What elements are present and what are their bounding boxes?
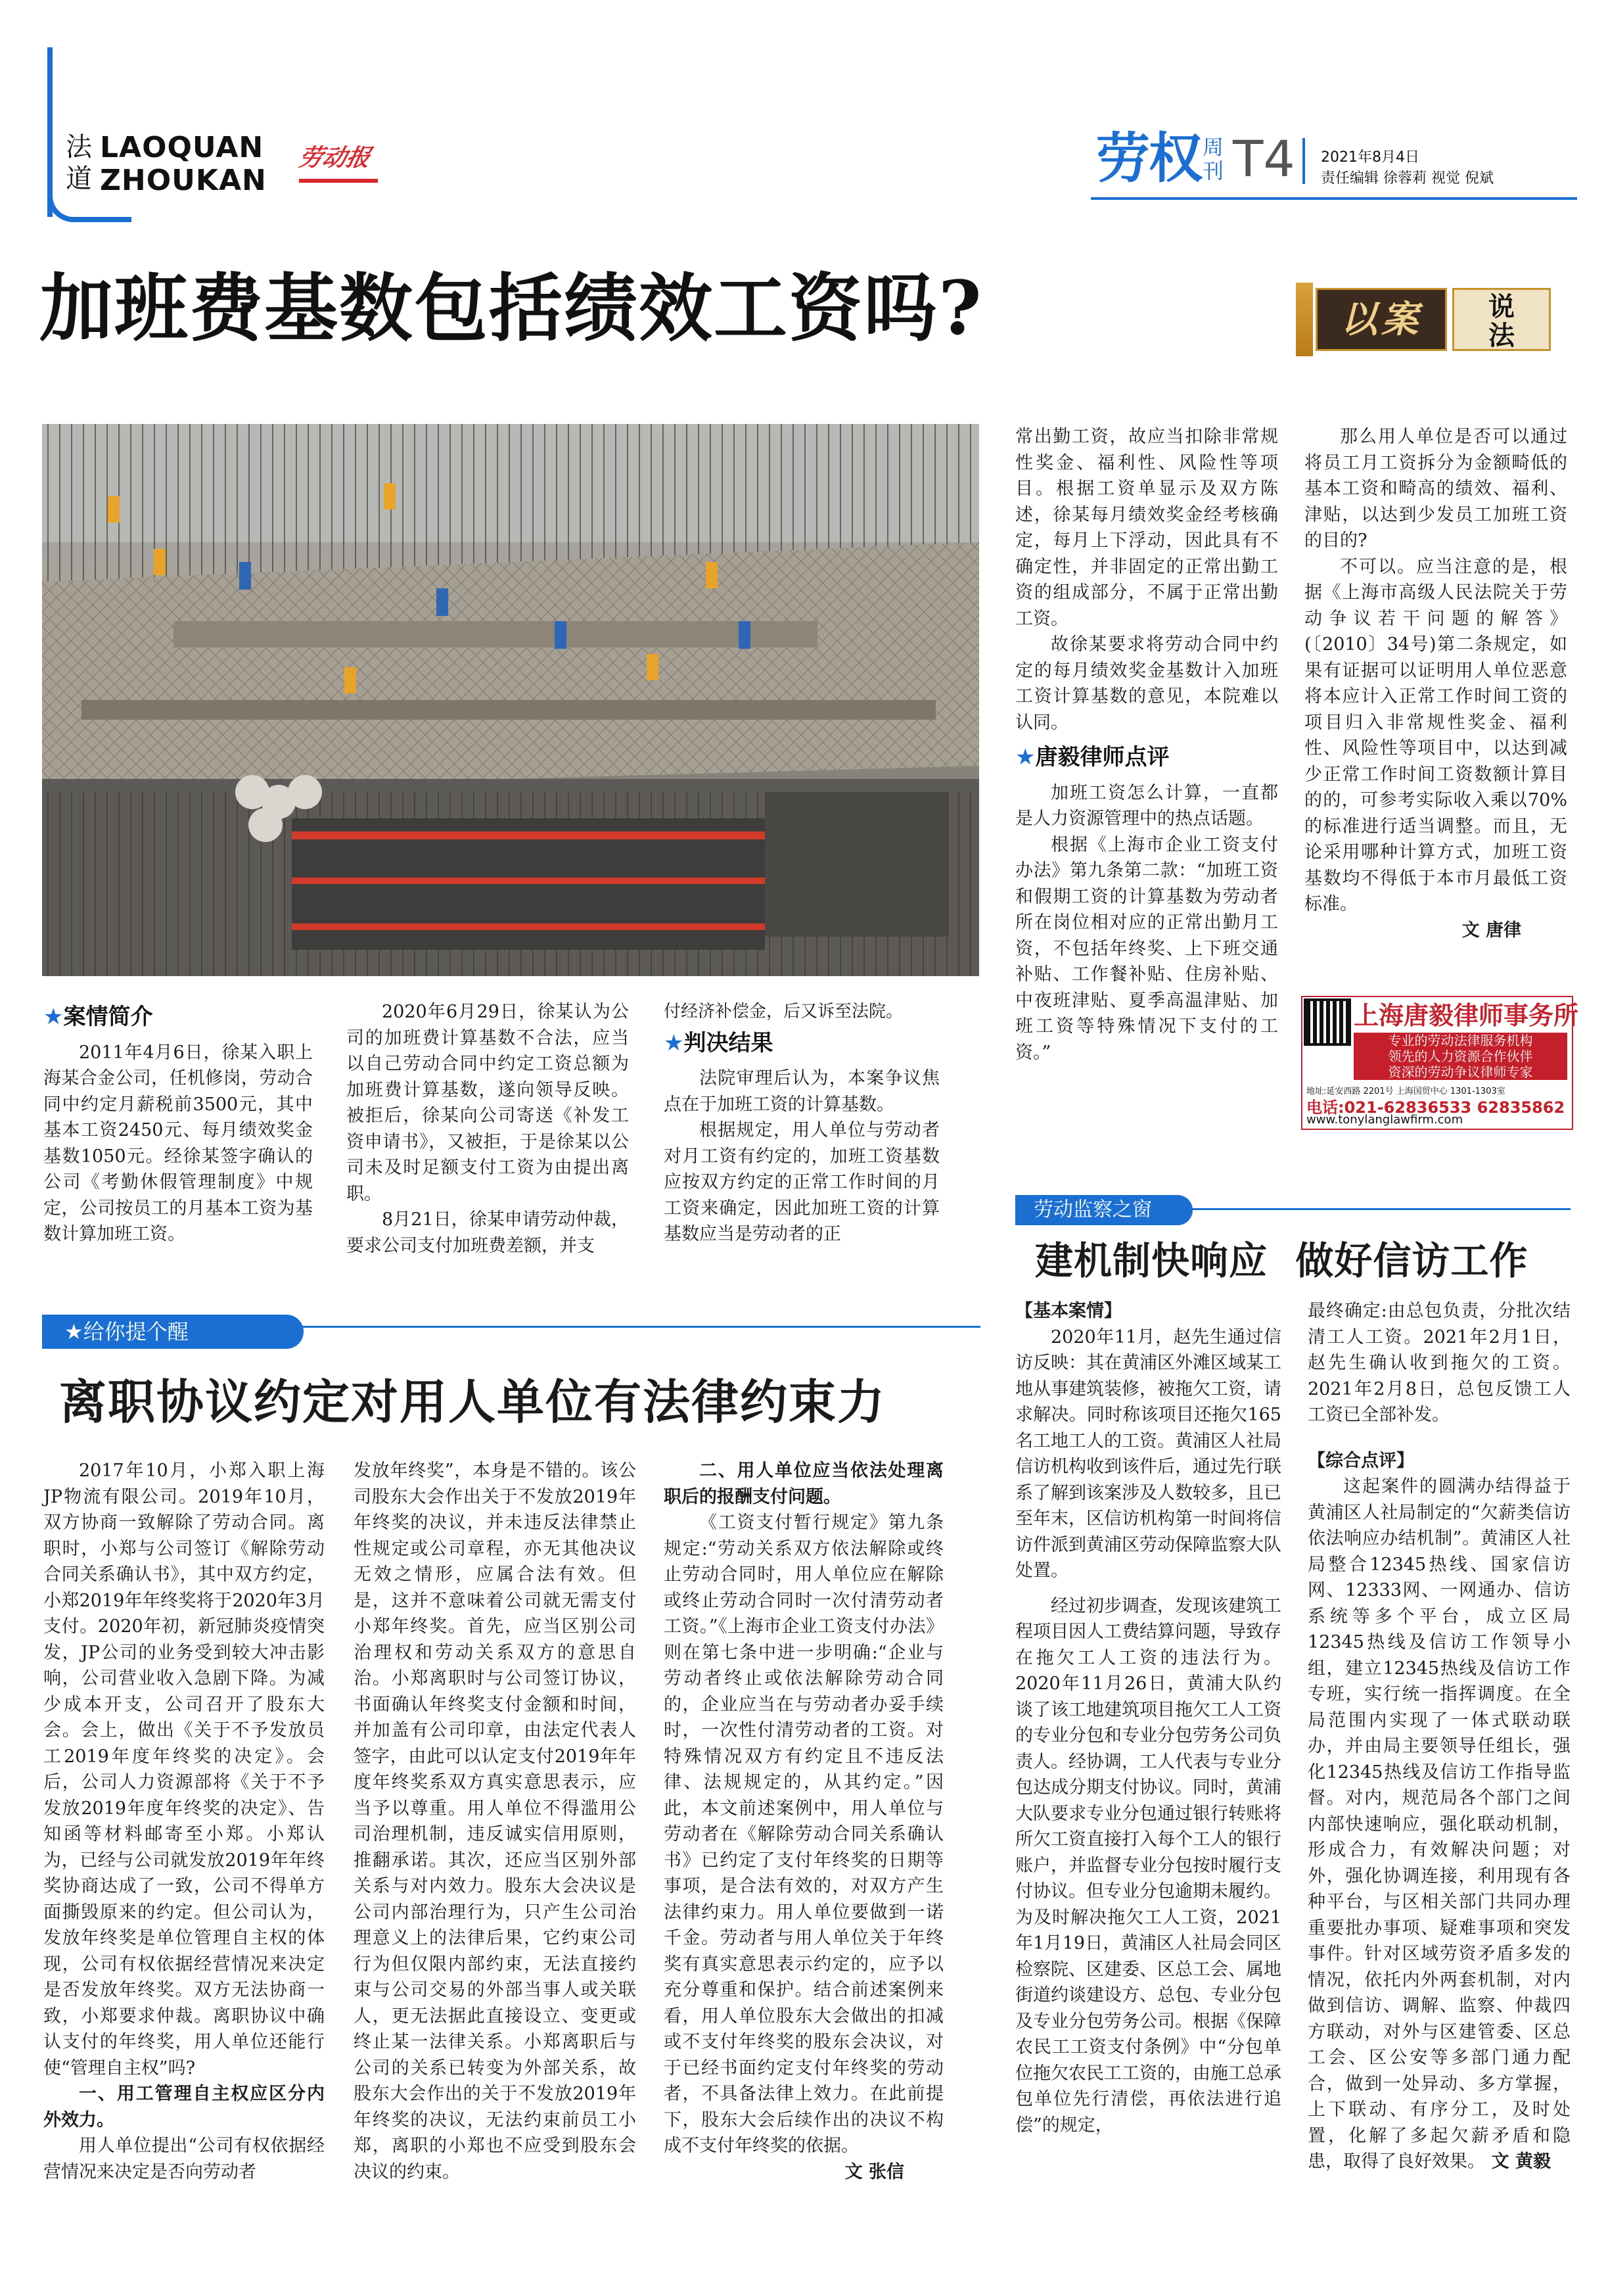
article1-right-column-2 [1304, 424, 1567, 943]
fadao-char-2: 道 [66, 164, 92, 194]
zhou-char: 周 [1203, 135, 1224, 160]
law-firm-ad [1301, 996, 1579, 1130]
ad-firm-name: 上海唐毅律师事务所 [1354, 1001, 1579, 1030]
reminder-tag-text: 给你提个醒 [83, 1319, 189, 1344]
lawyer-paragraph-3: 那么用人单位是否可以通过将员工月工资拆分为金额畸低的基本工资和畸高的绩效、福利、津贴，以达到少发员工加班工资的目的? [1304, 427, 1567, 551]
lawyer-heading-text: 唐毅律师点评 [1035, 744, 1170, 770]
judgment-paragraph-3: 故徐某要求将劳动合同中约定的每月绩效奖金基数计入加班工资计算基数的意见，本院难以认同。 [1015, 634, 1278, 733]
case-column-1 [43, 999, 313, 1248]
case-heading-text: 案情简介 [63, 1004, 153, 1030]
badge-fa: 法 [1488, 321, 1515, 351]
badge-right [1452, 288, 1551, 351]
ad-phone: 电话:021-62836533 62835862 [1306, 1098, 1565, 1117]
kan-char: 刊 [1203, 158, 1224, 183]
badge-left [1316, 288, 1447, 351]
judgment-paragraph-2: 根据规定，用人单位与劳动者对月工资有约定的，加班工资基数应按双方约定的正常工作时间的月工资来确定，因此加班工资的计算基数应当是劳动者的正 [664, 1120, 940, 1244]
ad-slogan-1: 专业的劳动法律服务机构 [1388, 1033, 1533, 1048]
inspection-column-2 [1308, 1298, 1571, 2174]
star-icon: ★ [1015, 744, 1036, 770]
editors: 责任编辑 徐蓉莉 视觉 倪斌 [1321, 170, 1494, 187]
inspection-tag: 劳动监察之窗 [1015, 1195, 1193, 1225]
judgment-continuation: 常出勤工资，故应当扣除非常规性奖金、福利性、风险性等项目。根据工资单显示及双方陈述，徐某每月绩效奖金经考核确定，每月上下浮动，因此具有不确定性，并非固定的正常出勤工资的组成部分，不属于正常出勤工资。 [1015, 427, 1278, 629]
page-number: T4 [1233, 129, 1295, 188]
reminder-paragraph-4: 《工资支付暂行规定》第九条规定:“劳动关系双方依法解除或终止劳动合同时，用人单位应在解除或终止劳动合同时一次付清劳动者工资。”《上海市企业工资支付办法》则在第七条中进一步明确:“企业与劳动者终止或依法解除劳动合同的，企业应当在与劳动者办妥手续时，一次性付清劳动者的工资。对特殊情况双方有约定且不违反法律、法规规定的，从其约定。”因此，本文前述案例中，用人单位与劳动者在《解除劳动合同关系确认书》已约定了支付年终奖的日期等事项，是合法有效的，对双方产生法律约束力。用人单位要做到一诺千金。劳动者与用人单位关于年终奖有真实意思表示约定的，应予以充分尊重和保护。结合前述案例来看，用人单位股东大会做出的扣减或不支付年终奖的股东会决议，对于已经书面约定支付年终奖的劳动者，不具备法律上效力。在此前提下，股东大会后续作出的决议不构成不支付年终奖的依据。 [664, 1512, 944, 2156]
star-icon: ★ [43, 1004, 64, 1030]
logo-text: 劳动报 [296, 144, 373, 172]
case-heading [43, 1004, 313, 1031]
lawyer-heading [1015, 745, 1278, 771]
laodongbao-logo [296, 139, 378, 183]
ad-slogan-2: 领先的人力资源合作伙伴 [1388, 1048, 1533, 1064]
inspection-title: 建机制快响应 做好信访工作 [1035, 1238, 1528, 1283]
judgment-heading [664, 1031, 940, 1057]
issue-date: 2021年8月4日 [1321, 149, 1419, 166]
ad-slogan-box [1354, 1033, 1567, 1080]
judgment-heading-text: 判决结果 [683, 1029, 773, 1056]
case-continuation: 付经济补偿金，后又诉至法院。 [664, 1002, 904, 1021]
page-number-divider [1302, 138, 1305, 184]
fadao-char-1: 法 [66, 132, 92, 162]
lawyer-paragraph-2: 根据《上海市企业工资支付办法》第九条第二款：“加班工资和假期工资的计算基数为劳动者所在岗位相对应的正常出勤月工资，不包括年终奖、上下班交通补贴、工作餐补贴、住房补贴、中夜班津贴、夏季高温津贴、加班工资等特殊情况下支付的工资。” [1015, 834, 1278, 1063]
reminder-paragraph-1: 2017年10月，小郑入职上海JP物流有限公司。2019年10月，双方协商一致解除了劳动合同。离职时，小郑与公司签订《解除劳动合同关系确认书》，其中双方约定，小郑2019年年终奖将于2020年3月支付。2020年初，新冠肺炎疫情突发，JP公司的业务受到较大冲击影响，公司营业收入急剧下降。为减少成本开支，公司召开了股东大会。会上，做出《关于不予发放员工2019年度年终奖的决定》。会后，公司人力资源部将《关于不予发放2019年度年终奖的决定》、告知函等材料邮寄至小郑。小郑认为，已经与公司就发放2019年年终奖协商达成了一致，公司不得单方面撕毁原来的约定。但公司认为，发放年终奖是单位管理自主权的体现，公司有权依据经营情况来决定是否发放年终奖。双方无法协商一致，小郑要求仲裁。离职协议中确认支付的年终奖，用人单位还能行使“管理自主权”吗? [43, 1461, 325, 2078]
ad-address: 地址:延安西路 2201号 上海国贸中心 1301-1303室 [1306, 1087, 1505, 1096]
case-paragraph-3: 8月21日，徐某申请劳动仲裁，要求公司支付加班费差额，并支 [346, 1209, 629, 1256]
case-column-2 [346, 999, 629, 1259]
judgment-paragraph-1: 法院审理后认为，本案争议焦点在于加班工资的计算基数。 [664, 1068, 940, 1115]
construction-site-photo [42, 424, 979, 976]
header-curve [47, 177, 131, 222]
inspection-paragraph-3: 最终确定:由总包负责，分批次结清工人工资。2021年2月1日，赵先生确认收到拖欠的工资。2021年2月8日，总包反馈工人工资已全部补发。 [1308, 1301, 1571, 1425]
reminder-column-3 [664, 1458, 944, 2185]
section-name: 劳权 [1096, 128, 1202, 190]
badge-left-text: 以案 [1341, 298, 1422, 341]
header-laoquan: LAOQUAN [100, 131, 264, 164]
header-zhoukan: ZHOUKAN [100, 164, 267, 197]
reminder-tag [42, 1315, 304, 1349]
reminder-subhead-2: 二、用人单位应当依法处理离职后的报酬支付问题。 [664, 1461, 944, 1507]
yian-shuofa-badge [1296, 283, 1572, 356]
case-paragraph-2: 2020年6月29日，徐某认为公司的加班费计算基数不合法，应当以自己劳动合同中约定工资总额为加班费计算基数，遂向领导反映。被拒后，徐某向公司寄送《补发工资申请书》，又被拒，于是徐某以公司未及时足额支付工资为由提出离职。 [346, 1002, 629, 1204]
comment-heading: 【综合点评】 [1308, 1450, 1414, 1471]
reminder-column-1 [43, 1458, 325, 2185]
inspection-paragraph-1: 2020年11月，赵先生通过信访反映：其在黄浦区外滩区域某工地从事建筑装修，被拖欠工资，请求解决。同时称该项目还拖欠165名工地工人的工资。黄浦区人社局信访机构收到该件后，通过先行联系了解到该案涉及人数较多，且已至年末，区信访机构第一时间将信访件派到黄浦区劳动保障监察大队处置。 [1015, 1326, 1281, 1581]
article1-right-column-1 [1015, 424, 1278, 1066]
inspection-column-1 [1015, 1298, 1281, 2138]
headline: 加班费基数包括绩效工资吗? [39, 266, 983, 352]
case-paragraph-1: 2011年4月6日，徐某入职上海某合金公司，任机修岗，劳动合同中约定月薪税前3500元，其中基本工资2450元、每月绩效奖金基数1050元。经徐某签字确认的公司《考勤休假管理制度》中规定，公司按员工的月基本工资为基数计算加班工资。 [43, 1042, 313, 1244]
ad-website: www.tonylanglawfirm.com [1306, 1113, 1463, 1127]
qr-code-icon [1306, 1001, 1348, 1043]
basic-case-heading: 【基本案情】 [1015, 1301, 1122, 1321]
inspection-byline: 文 黄毅 [1491, 2151, 1551, 2172]
reminder-byline: 文 张信 [844, 2161, 904, 2182]
star-icon: ★ [64, 1319, 83, 1344]
reminder-paragraph-3: 发放年终奖”，本身是不错的。该公司股东大会作出关于不发放2019年年终奖的决议，并未违反法律禁止性规定或公司章程，亦无其他决议无效之情形，应属合法有效。但是，这并不意味着公司就无需支付小郑年终奖。首先，应当区别公司治理权和劳动关系双方的意思自治。小郑离职时与公司签订协议，书面确认年终奖支付金额和时间，并加盖有公司印章，由法定代表人签字，由此可以认定支付2019年年度年终奖系双方真实意思表示，应当予以尊重。用人单位不得滥用公司治理机制，违反诚实信用原则，推翻承诺。其次，还应当区别外部关系与对内效力。股东大会决议是公司内部治理行为，只产生公司治理意义上的法律后果，它约束公司行为但仅限内部约束，无法直接约束与公司交易的外部当事人或关联人，更无法据此直接设立、变更或终止某一法律关系。小郑离职后与公司的关系已转变为外部关系，故股东大会作出的关于不发放2019年年终奖的决议，无法约束前员工小郑，离职的小郑也不应受到股东会决议的约束。 [354, 1461, 636, 2182]
section-zhoukan [1203, 135, 1225, 183]
inspection-paragraph-2: 经过初步调查，发现该建筑工程项目因人工费结算问题，导致存在拖欠工人工资的违法行为。2020年11月26日，黄浦大队约谈了该工地建筑项目拖欠工人工资的专业分包和专业分包劳务公司负责人。经协调，工人代表与专业分包达成分期支付协议。同时，黄浦大队要求专业分包通过银行转账将所欠工资直接打入每个工人的银行账户，并监督专业分包按时履行支付协议。但专业分包逾期未履约。为及时解决拖欠工人工资，2021年1月19日，黄浦区人社局会同区检察院、区建委、区总工会、属地街道约谈建设方、总包、专业分包及专业分包劳务公司。根据《保障农民工工资支付条例》中“分包单位拖欠农民工工资的，由施工总承包单位先行清偿，再依法进行追偿”的规定， [1015, 1595, 1281, 2136]
reminder-paragraph-2: 用人单位提出“公司有权依据经营情况来决定是否向劳动者 [43, 2136, 325, 2182]
article1-byline: 文 唐律 [1461, 920, 1521, 941]
reminder-column-2 [354, 1458, 636, 2185]
ad-slogan-3: 资深的劳动争议律师专家 [1388, 1064, 1533, 1080]
case-column-3 [664, 999, 940, 1248]
star-icon: ★ [664, 1029, 684, 1056]
inspection-paragraph-4: 这起案件的圆满办结得益于黄浦区人社局制定的“欠薪类信访依法响应办结机制”。黄浦区人社局整合12345热线、国家信访网、12333网、一网通办、信访系统等多个平台，成立区局12345热线及信访工作领导小组，建立12345热线及信访工作专班，实行统一指挥调度。在全局范围内实现了一体式联动联办，并由局主要领导任组长，强化12345热线及信访工作指导监督。对内，规范局各个部门之间内部快速响应，强化联动机制，形成合力，有效解决问题；对外，强化协调连接，利用现有各种平台，与区相关部门共同办理重要批办事项、疑难事项和突发事件。针对区域劳资矛盾多发的情况，依托内外两套机制，对内做到信访、调解、监察、仲裁四方联动，对外与区建管委、区总工会、区公安等多部门通力配合，做到一处异动、多方掌握，上下联动、有序分工，及时处置，化解了多起欠薪矛盾和隐患，取得了良好效果。 [1308, 1476, 1571, 2172]
lawyer-paragraph-4: 不可以。应当注意的是，根据《上海市高级人民法院关于劳动争议若干问题的解答》(〔2010〕34号)第二条规定，如果有证据可以证明用人单位恶意将本应计入正常工作时间工资的项目归入非常规性奖金、福利性、风险性等项目中，以达到减少正常工作时间工资数额计算目的的，可参考实际收入乘以70%的标准进行适当调整。而且，无论采用哪种计算方式，加班工资基数均不得低于本市月最低工资标准。 [1304, 556, 1567, 914]
badge-gold-corner [1296, 283, 1313, 356]
header-underline [1091, 197, 1577, 200]
reminder-title: 离职协议约定对用人单位有法律约束力 [59, 1374, 886, 1430]
reminder-subhead-1: 一、用工管理自主权应区分内外效力。 [43, 2084, 325, 2130]
badge-shuo: 说 [1488, 292, 1515, 322]
lawyer-paragraph-1: 加班工资怎么计算，一直都是人力资源管理中的热点话题。 [1015, 782, 1278, 829]
construction-photo-illustration [42, 424, 979, 976]
